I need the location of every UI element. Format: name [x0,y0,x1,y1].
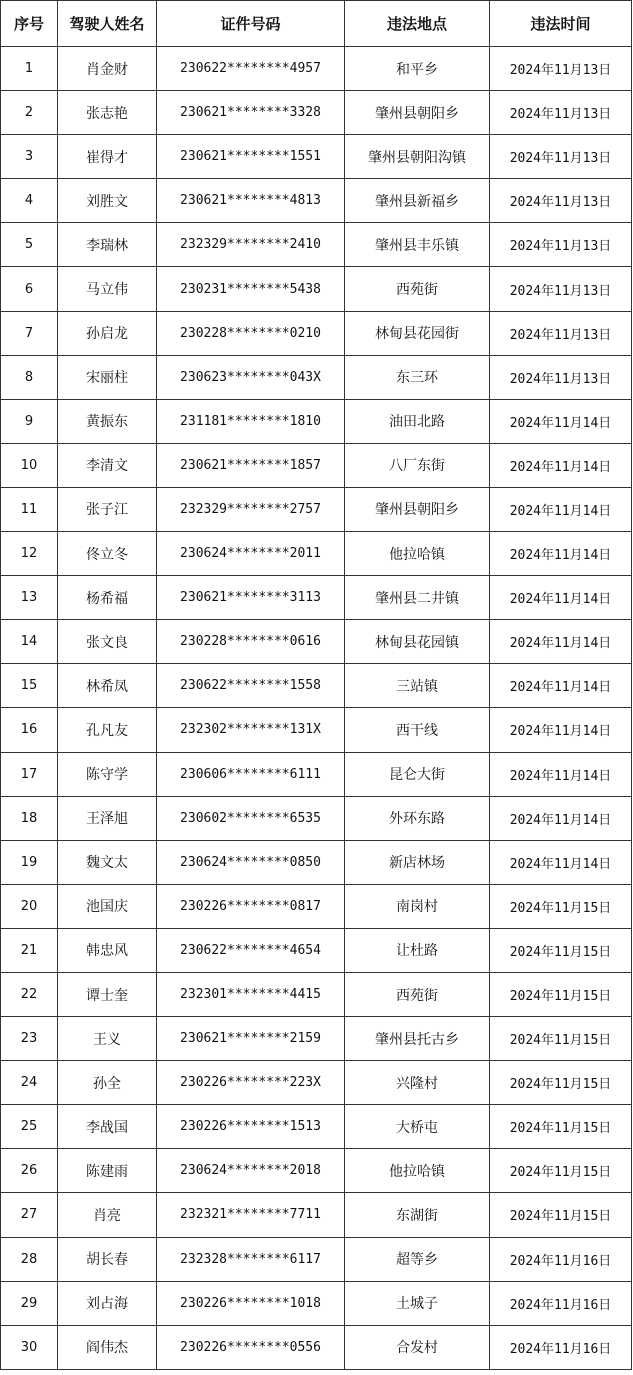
cell-id-number: 230621********4813 [157,179,345,223]
cell-seq: 22 [1,972,58,1016]
cell-seq: 11 [1,487,58,531]
cell-driver-name: 魏文太 [58,840,157,884]
cell-seq: 13 [1,576,58,620]
table-row [1,1105,632,1149]
cell-id-number: 232329********2410 [157,223,345,267]
cell-driver-name: 张文良 [58,620,157,664]
cell-id-number: 232328********6117 [157,1237,345,1281]
table-row [1,664,632,708]
cell-violation-place: 林甸县花园街 [345,311,490,355]
cell-driver-name: 黄振东 [58,399,157,443]
cell-id-number: 230624********2018 [157,1149,345,1193]
cell-violation-time: 2024年11月16日 [490,1281,632,1325]
table-row [1,840,632,884]
cell-violation-place: 新店林场 [345,840,490,884]
cell-seq: 9 [1,399,58,443]
cell-id-number: 230621********1857 [157,443,345,487]
cell-driver-name: 阎伟杰 [58,1325,157,1369]
table-row [1,355,632,399]
cell-violation-time: 2024年11月13日 [490,311,632,355]
cell-violation-place: 肇州县丰乐镇 [345,223,490,267]
cell-driver-name: 池国庆 [58,884,157,928]
cell-violation-place: 三站镇 [345,664,490,708]
cell-seq: 28 [1,1237,58,1281]
cell-seq: 1 [1,47,58,91]
cell-seq: 27 [1,1193,58,1237]
cell-id-number: 232329********2757 [157,487,345,531]
cell-violation-time: 2024年11月16日 [490,1325,632,1369]
cell-id-number: 230621********3328 [157,91,345,135]
cell-seq: 17 [1,752,58,796]
cell-violation-time: 2024年11月15日 [490,1149,632,1193]
table-row [1,796,632,840]
cell-id-number: 230226********0817 [157,884,345,928]
cell-driver-name: 孙全 [58,1061,157,1105]
header-driver-name: 驾驶人姓名 [58,1,157,47]
table-row [1,1017,632,1061]
table-body [1,47,632,1370]
table-row [1,972,632,1016]
cell-id-number: 232301********4415 [157,972,345,1016]
cell-violation-place: 肇州县朝阳乡 [345,487,490,531]
cell-driver-name: 杨希福 [58,576,157,620]
cell-violation-time: 2024年11月15日 [490,884,632,928]
cell-id-number: 230226********1513 [157,1105,345,1149]
table-row [1,47,632,91]
cell-driver-name: 李瑞林 [58,223,157,267]
cell-violation-place: 超等乡 [345,1237,490,1281]
table-row [1,267,632,311]
cell-violation-time: 2024年11月14日 [490,664,632,708]
header-id-number: 证件号码 [157,1,345,47]
cell-violation-place: 东三环 [345,355,490,399]
cell-violation-time: 2024年11月14日 [490,576,632,620]
cell-violation-place: 西苑街 [345,267,490,311]
table-row [1,135,632,179]
table-row [1,620,632,664]
cell-violation-time: 2024年11月13日 [490,179,632,223]
cell-id-number: 230621********2159 [157,1017,345,1061]
cell-violation-time: 2024年11月15日 [490,972,632,1016]
table-row [1,884,632,928]
cell-driver-name: 刘胜文 [58,179,157,223]
table-row [1,1149,632,1193]
cell-driver-name: 李清文 [58,443,157,487]
cell-violation-time: 2024年11月15日 [490,928,632,972]
cell-violation-place: 西苑街 [345,972,490,1016]
cell-driver-name: 王义 [58,1017,157,1061]
cell-driver-name: 张志艳 [58,91,157,135]
cell-id-number: 230622********1558 [157,664,345,708]
cell-id-number: 230622********4654 [157,928,345,972]
cell-driver-name: 陈建雨 [58,1149,157,1193]
cell-driver-name: 胡长春 [58,1237,157,1281]
cell-violation-place: 东湖街 [345,1193,490,1237]
table-row [1,928,632,972]
cell-seq: 15 [1,664,58,708]
cell-violation-time: 2024年11月16日 [490,1237,632,1281]
table-row [1,1061,632,1105]
cell-violation-place: 南岗村 [345,884,490,928]
table-row [1,1237,632,1281]
cell-seq: 3 [1,135,58,179]
cell-violation-place: 西干线 [345,708,490,752]
cell-violation-place: 肇州县新福乡 [345,179,490,223]
cell-seq: 18 [1,796,58,840]
cell-violation-place: 合发村 [345,1325,490,1369]
cell-id-number: 230228********0210 [157,311,345,355]
cell-violation-time: 2024年11月13日 [490,267,632,311]
cell-violation-time: 2024年11月14日 [490,796,632,840]
cell-violation-place: 肇州县托古乡 [345,1017,490,1061]
cell-seq: 19 [1,840,58,884]
cell-violation-time: 2024年11月14日 [490,532,632,576]
cell-seq: 30 [1,1325,58,1369]
table-row [1,443,632,487]
cell-driver-name: 张子江 [58,487,157,531]
cell-violation-time: 2024年11月15日 [490,1017,632,1061]
cell-violation-place: 昆仑大街 [345,752,490,796]
table-row [1,91,632,135]
cell-violation-time: 2024年11月14日 [490,620,632,664]
cell-driver-name: 马立伟 [58,267,157,311]
table-row [1,1325,632,1369]
cell-seq: 26 [1,1149,58,1193]
table-row [1,708,632,752]
cell-violation-place: 让杜路 [345,928,490,972]
cell-violation-time: 2024年11月14日 [490,443,632,487]
cell-violation-time: 2024年11月15日 [490,1105,632,1149]
cell-seq: 20 [1,884,58,928]
cell-id-number: 230228********0616 [157,620,345,664]
cell-violation-place: 肇州县朝阳沟镇 [345,135,490,179]
cell-id-number: 230624********0850 [157,840,345,884]
cell-violation-time: 2024年11月15日 [490,1061,632,1105]
cell-driver-name: 李战国 [58,1105,157,1149]
table-row [1,1281,632,1325]
cell-violation-place: 肇州县朝阳乡 [345,91,490,135]
cell-driver-name: 宋丽柱 [58,355,157,399]
cell-seq: 4 [1,179,58,223]
cell-seq: 7 [1,311,58,355]
cell-id-number: 230226********0556 [157,1325,345,1369]
cell-violation-place: 油田北路 [345,399,490,443]
cell-id-number: 230624********2011 [157,532,345,576]
cell-id-number: 230602********6535 [157,796,345,840]
cell-violation-time: 2024年11月14日 [490,487,632,531]
cell-driver-name: 王泽旭 [58,796,157,840]
table-row [1,1193,632,1237]
cell-violation-place: 他拉哈镇 [345,1149,490,1193]
cell-id-number: 232321********7711 [157,1193,345,1237]
cell-driver-name: 佟立冬 [58,532,157,576]
cell-violation-place: 外环东路 [345,796,490,840]
cell-driver-name: 谭士奎 [58,972,157,1016]
cell-violation-time: 2024年11月13日 [490,91,632,135]
cell-violation-place: 和平乡 [345,47,490,91]
cell-id-number: 230226********223X [157,1061,345,1105]
cell-driver-name: 崔得才 [58,135,157,179]
cell-id-number: 230606********6111 [157,752,345,796]
cell-violation-time: 2024年11月13日 [490,223,632,267]
cell-seq: 29 [1,1281,58,1325]
cell-id-number: 232302********131X [157,708,345,752]
cell-violation-time: 2024年11月14日 [490,708,632,752]
table-header-row [1,1,632,47]
cell-driver-name: 陈守学 [58,752,157,796]
table-row [1,532,632,576]
cell-driver-name: 韩忠风 [58,928,157,972]
table-row [1,487,632,531]
cell-id-number: 231181********1810 [157,399,345,443]
cell-violation-place: 林甸县花园镇 [345,620,490,664]
cell-violation-time: 2024年11月13日 [490,135,632,179]
cell-driver-name: 孙启龙 [58,311,157,355]
cell-driver-name: 林希凤 [58,664,157,708]
cell-seq: 5 [1,223,58,267]
cell-id-number: 230623********043X [157,355,345,399]
cell-id-number: 230226********1018 [157,1281,345,1325]
cell-seq: 21 [1,928,58,972]
cell-violation-place: 八厂东街 [345,443,490,487]
cell-seq: 12 [1,532,58,576]
cell-driver-name: 肖亮 [58,1193,157,1237]
header-violation-time: 违法时间 [490,1,632,47]
cell-id-number: 230621********1551 [157,135,345,179]
cell-violation-time: 2024年11月14日 [490,752,632,796]
cell-seq: 14 [1,620,58,664]
cell-violation-time: 2024年11月14日 [490,840,632,884]
cell-violation-time: 2024年11月13日 [490,47,632,91]
cell-seq: 2 [1,91,58,135]
cell-driver-name: 孔凡友 [58,708,157,752]
header-seq: 序号 [1,1,58,47]
cell-seq: 25 [1,1105,58,1149]
cell-id-number: 230231********5438 [157,267,345,311]
table-row [1,399,632,443]
cell-seq: 8 [1,355,58,399]
cell-seq: 24 [1,1061,58,1105]
cell-violation-time: 2024年11月13日 [490,355,632,399]
table-row [1,311,632,355]
cell-violation-place: 土城子 [345,1281,490,1325]
cell-violation-place: 肇州县二井镇 [345,576,490,620]
cell-violation-time: 2024年11月14日 [490,399,632,443]
cell-seq: 6 [1,267,58,311]
cell-id-number: 230622********4957 [157,47,345,91]
cell-seq: 10 [1,443,58,487]
table-row [1,752,632,796]
cell-id-number: 230621********3113 [157,576,345,620]
cell-violation-place: 兴隆村 [345,1061,490,1105]
cell-violation-place: 大桥屯 [345,1105,490,1149]
cell-driver-name: 肖金财 [58,47,157,91]
cell-driver-name: 刘占海 [58,1281,157,1325]
cell-violation-time: 2024年11月15日 [490,1193,632,1237]
table-row [1,576,632,620]
cell-seq: 16 [1,708,58,752]
table-row [1,223,632,267]
header-violation-place: 违法地点 [345,1,490,47]
cell-seq: 23 [1,1017,58,1061]
cell-violation-place: 他拉哈镇 [345,532,490,576]
table-row [1,179,632,223]
